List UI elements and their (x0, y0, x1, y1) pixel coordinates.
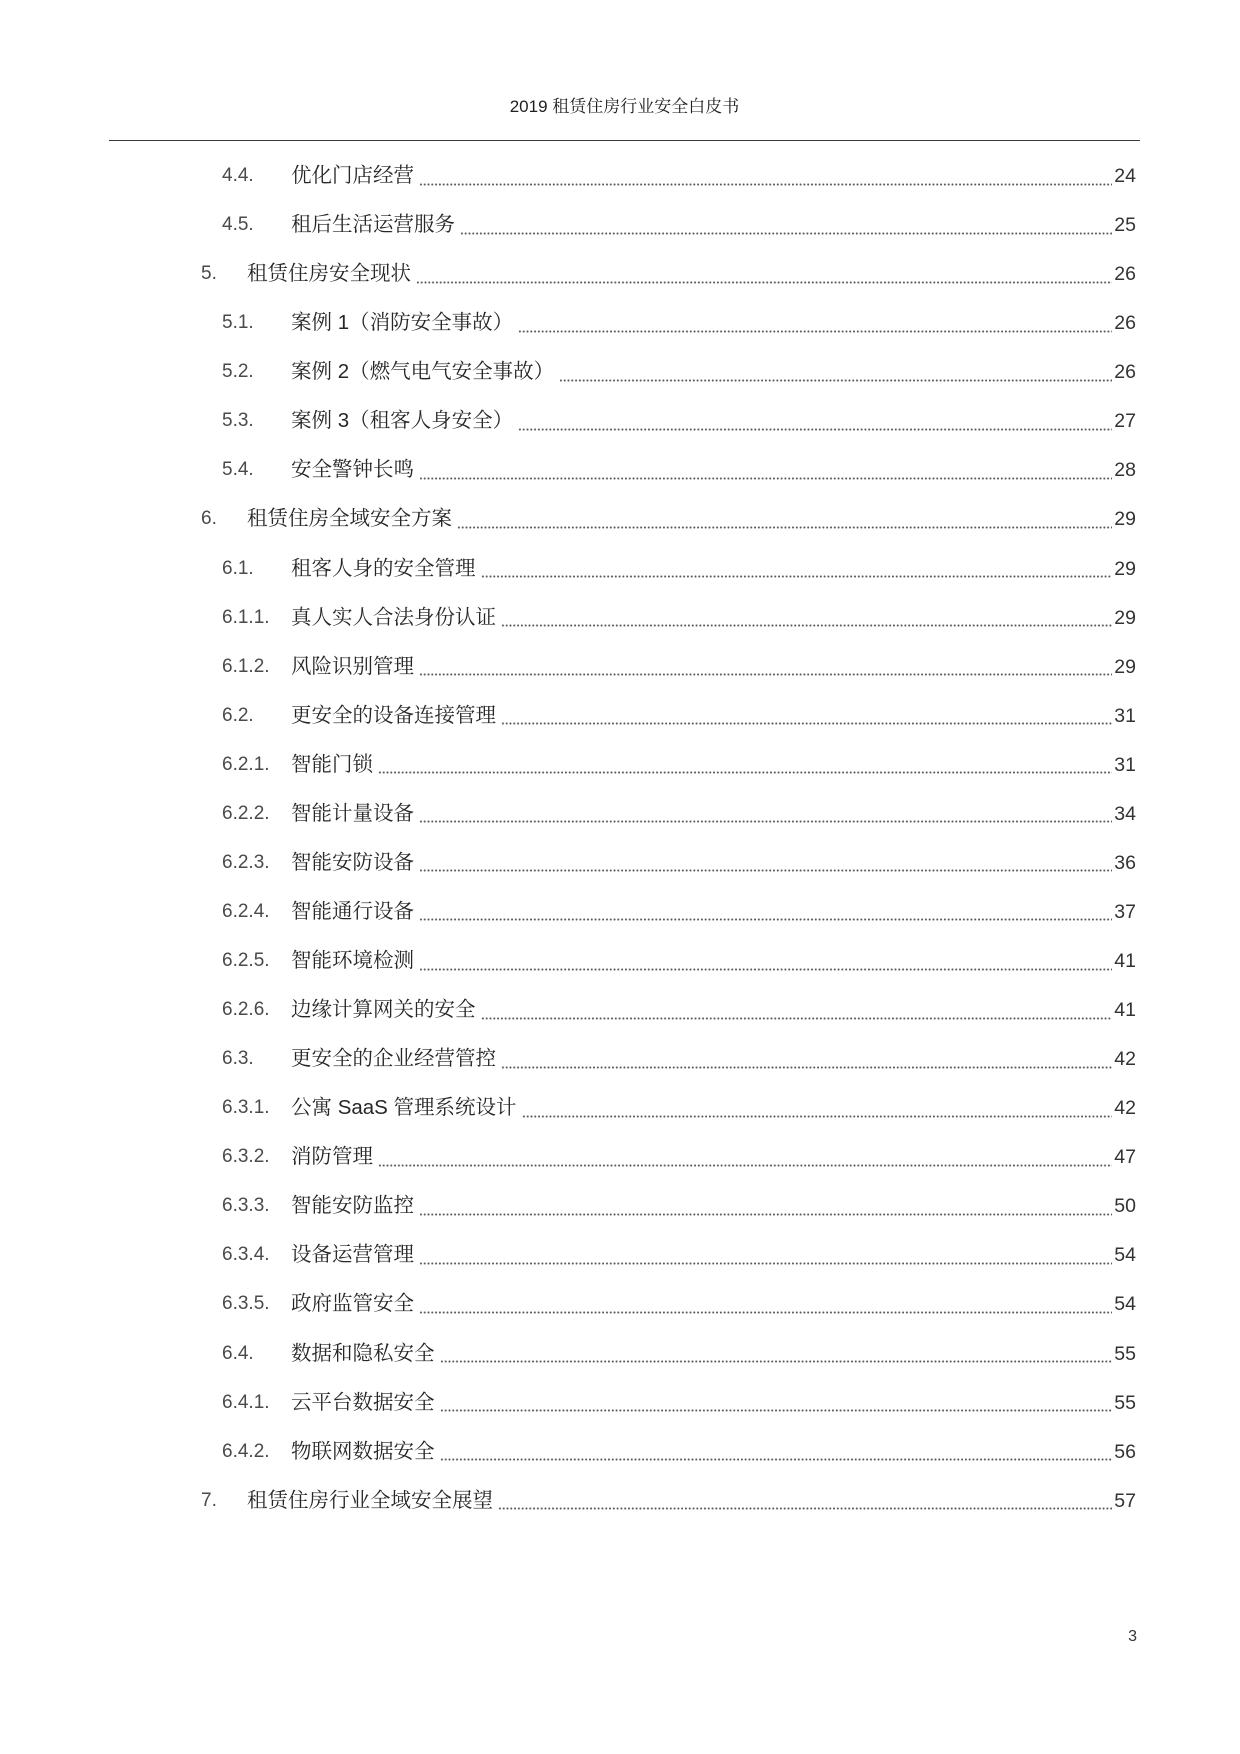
toc-entry-title: 风险识别管理 (291, 654, 414, 678)
toc-entry-title: 租客人身的安全管理 (291, 556, 476, 580)
toc-entry-title: 智能安防监控 (291, 1194, 414, 1218)
toc-dot-leader (440, 1458, 1113, 1461)
toc-entry (0, 691, 1240, 740)
toc-entry-number: 5.2. (222, 361, 254, 383)
toc-dot-leader (419, 820, 1112, 823)
toc-entry-number: 6.2.2. (222, 802, 270, 824)
toc-entry-number: 6.4. (222, 1342, 254, 1364)
toc-entry-number: 6.1.2. (222, 655, 270, 677)
toc-entry-page: 26 (1114, 312, 1136, 335)
toc-entry-page: 36 (1114, 851, 1136, 874)
toc-entry-page: 54 (1114, 1244, 1136, 1267)
toc-dot-leader (378, 771, 1112, 774)
toc-entry-title: 设备运营管理 (291, 1243, 414, 1267)
toc-entry-page: 27 (1114, 410, 1136, 433)
toc-dot-leader (460, 232, 1112, 235)
toc-entry (0, 397, 1240, 446)
toc-entry-number: 6.2.3. (222, 851, 270, 873)
toc-entry-page: 28 (1114, 459, 1136, 482)
toc-entry (0, 1329, 1240, 1378)
toc-dot-leader (501, 624, 1112, 627)
toc-entry (0, 642, 1240, 691)
toc-entry (0, 201, 1240, 250)
toc-dot-leader (501, 1066, 1112, 1069)
toc-dot-leader (559, 379, 1112, 382)
toc-entry (0, 544, 1240, 593)
toc-entry-title: 智能计量设备 (291, 801, 414, 825)
toc-entry-page: 31 (1114, 704, 1136, 727)
toc-entry-title: 智能门锁 (291, 752, 373, 776)
toc-entry-page: 34 (1114, 802, 1136, 825)
toc-entry-title: 租赁住房全域安全方案 (247, 507, 452, 531)
toc-dot-leader (522, 1115, 1113, 1118)
toc-entry-number: 6.2.5. (222, 950, 270, 972)
toc-entry-title: 安全警钟长鸣 (291, 458, 414, 482)
toc-dot-leader (419, 968, 1112, 971)
toc-dot-leader (498, 1507, 1112, 1510)
toc-dot-leader (419, 918, 1112, 921)
toc-entry-title: 智能安防设备 (291, 850, 414, 874)
toc-entry (0, 495, 1240, 544)
toc-dot-leader (419, 1311, 1112, 1314)
toc-dot-leader (481, 575, 1113, 578)
toc-entry-page: 42 (1114, 1097, 1136, 1120)
toc-dot-leader (419, 869, 1112, 872)
toc-entry-number: 7. (201, 1489, 217, 1511)
toc-entry-title: 租后生活运营服务 (291, 213, 455, 237)
toc-entry-page: 55 (1114, 1391, 1136, 1414)
toc-entry-page: 54 (1114, 1293, 1136, 1316)
toc-dot-leader (440, 1409, 1113, 1412)
toc-entry (0, 937, 1240, 986)
header-title: 2019 租赁住房行业安全白皮书 (509, 97, 740, 116)
page-number: 3 (1128, 1628, 1137, 1645)
toc-entry-title: 优化门店经营 (291, 164, 414, 188)
toc-entry-number: 6.4.1. (222, 1391, 270, 1413)
toc-entry (0, 446, 1240, 495)
toc-dot-leader (518, 428, 1112, 431)
toc-entry (0, 1133, 1240, 1182)
toc-entry-number: 6.3.4. (222, 1244, 270, 1266)
toc-entry-page: 37 (1114, 900, 1136, 923)
toc-entry-page: 31 (1114, 753, 1136, 776)
toc-entry-page: 55 (1114, 1342, 1136, 1365)
toc-entry-title: 案例 3（租客人身安全） (291, 409, 514, 433)
toc-entry-title: 云平台数据安全 (291, 1390, 435, 1414)
toc-entry-page: 47 (1114, 1146, 1136, 1169)
toc-entry-number: 6.4.2. (222, 1440, 270, 1462)
running-header (109, 0, 1140, 142)
toc-entry (0, 1280, 1240, 1329)
toc-entry-page: 41 (1114, 999, 1136, 1022)
toc-entry-number: 6.3.3. (222, 1195, 270, 1217)
toc-entry (0, 986, 1240, 1035)
toc-entry-page: 29 (1114, 606, 1136, 629)
toc-entry (0, 1427, 1240, 1476)
toc-entry-title: 政府监管安全 (291, 1292, 414, 1316)
toc-entry-page: 25 (1114, 214, 1136, 237)
toc-entry-number: 6.3. (222, 1048, 254, 1070)
toc-entry-number: 6.2.1. (222, 753, 270, 775)
toc-entry-title: 智能环境检测 (291, 949, 414, 973)
toc-entry (0, 1035, 1240, 1084)
toc-entry-number: 5.1. (222, 312, 254, 334)
toc-entry (0, 348, 1240, 397)
toc-entry (0, 1231, 1240, 1280)
toc-entry (0, 299, 1240, 348)
toc-entry-page: 26 (1114, 361, 1136, 384)
toc-entry-page: 56 (1114, 1440, 1136, 1463)
toc-entry (0, 1182, 1240, 1231)
toc-entry-number: 6.2.4. (222, 900, 270, 922)
toc-entry-number: 6.2.6. (222, 999, 270, 1021)
toc-entry (0, 1476, 1240, 1525)
toc-entry-page: 42 (1114, 1048, 1136, 1071)
toc-entry (0, 250, 1240, 299)
toc-dot-leader (518, 330, 1112, 333)
toc-entry (0, 789, 1240, 838)
toc-dot-leader (378, 1164, 1112, 1167)
toc-dot-leader (457, 526, 1112, 529)
toc-entry-title: 案例 2（燃气电气安全事故） (291, 360, 555, 384)
toc-entry (0, 1084, 1240, 1133)
toc-dot-leader (419, 1262, 1112, 1265)
toc-entry-number: 6.3.1. (222, 1097, 270, 1119)
toc-dot-leader (416, 281, 1112, 284)
toc-entry (0, 838, 1240, 887)
toc-entry-title: 公寓 SaaS 管理系统设计 (291, 1096, 517, 1120)
toc-entry-number: 4.5. (222, 214, 254, 236)
toc-entry-page: 41 (1114, 950, 1136, 973)
header-rule (109, 140, 1140, 141)
toc-entry (0, 152, 1240, 201)
toc-entry-number: 6.3.2. (222, 1146, 270, 1168)
toc-entry-page: 57 (1114, 1489, 1136, 1512)
toc-dot-leader (419, 1213, 1112, 1216)
toc-entry-number: 5.3. (222, 410, 254, 432)
toc-entry-title: 更安全的企业经营管控 (291, 1047, 496, 1071)
toc-entry-number: 6.3.5. (222, 1293, 270, 1315)
toc-entry-title: 真人实人合法身份认证 (291, 605, 496, 629)
toc-entry-page: 24 (1114, 165, 1136, 188)
toc-entry-number: 5. (201, 263, 217, 285)
toc-entry-title: 智能通行设备 (291, 899, 414, 923)
toc-entry (0, 1378, 1240, 1427)
toc-entry-title: 数据和隐私安全 (291, 1341, 435, 1365)
toc-entry-title: 租赁住房安全现状 (247, 262, 411, 286)
toc-entry-number: 6.1. (222, 557, 254, 579)
toc-entry-page: 29 (1114, 508, 1136, 531)
toc-entry-page: 26 (1114, 263, 1136, 286)
toc-dot-leader (419, 477, 1112, 480)
toc-entry-number: 4.4. (222, 165, 254, 187)
toc-entry-number: 6.2. (222, 704, 254, 726)
toc-entry (0, 740, 1240, 789)
toc-dot-leader (481, 1017, 1113, 1020)
toc-entry-title: 更安全的设备连接管理 (291, 703, 496, 727)
toc-entry-page: 29 (1114, 655, 1136, 678)
toc-entry (0, 593, 1240, 642)
toc-entry-title: 边缘计算网关的安全 (291, 998, 476, 1022)
toc-dot-leader (440, 1360, 1113, 1363)
toc-entry-number: 5.4. (222, 459, 254, 481)
toc-entry-title: 物联网数据安全 (291, 1439, 435, 1463)
toc-entry-page: 50 (1114, 1195, 1136, 1218)
table-of-contents (0, 152, 1240, 1526)
toc-dot-leader (501, 722, 1112, 725)
toc-entry-title: 案例 1（消防安全事故） (291, 311, 514, 335)
toc-dot-leader (419, 673, 1112, 676)
toc-entry-number: 6.1.1. (222, 606, 270, 628)
toc-entry-page: 29 (1114, 557, 1136, 580)
toc-entry-title: 消防管理 (291, 1145, 373, 1169)
toc-entry-number: 6. (201, 508, 217, 530)
toc-entry-title: 租赁住房行业全域安全展望 (247, 1488, 493, 1512)
toc-dot-leader (419, 183, 1112, 186)
toc-entry (0, 887, 1240, 936)
